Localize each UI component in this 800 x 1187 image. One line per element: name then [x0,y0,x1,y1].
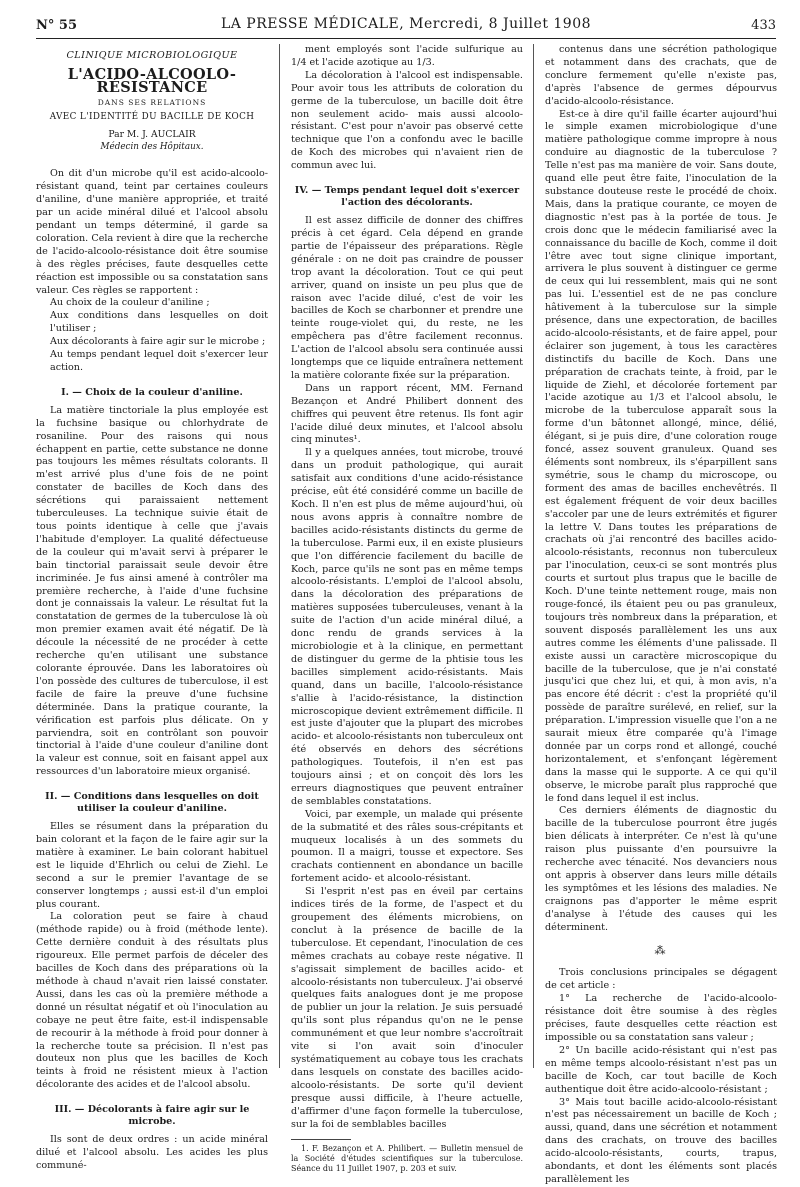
body-paragraph: Trois conclusions principales se dégagent de cet article : [545,967,777,992]
column-1 [36,44,268,1171]
page-number: 433 [751,18,776,33]
list-item: Au temps pendant lequel doit s'exercer leur action. [50,349,268,373]
column-3 [545,44,777,1185]
section-heading: III. — Décolorants à faire agir sur le microbe. [54,1104,250,1128]
footnote-rule [291,1139,351,1140]
body-paragraph: La coloration peut se faire à chaud (méthode rapide) ou à froid (méthode lente). Cette dernière conduit à des résultats plus rigoureux. Elle permet parfois de déceler des bacilles de Koch dans des préparations où la méthode à chaud n'avait rien laissé constater. Aussi, dans les cas où la première méthode a donné un résultat négatif et où l'inoculation au cobaye ne peut être faite, est-il indispensable de recourir à la méthode à froid pour donner à la recherche toute sa précision. Il n'est pas douteux non plus que les bacilles de Koch teints à froid ne résistent mieux à l'action décolorante des acides et de l'alcool absolu. [36,911,268,1091]
body-paragraph: Dans un rapport récent, MM. Fernand Bezançon et André Philibert donnent des chiffres qui peuvent être retenus. Ils font agir l'acide dilué deux minutes, et l'alcool absolu cinq minutes¹. [291,382,523,446]
asterism-divider: ⁂ [654,943,668,957]
body-paragraph: La matière tinctoriale la plus employée est la fuchsine basique ou chlorhydrate de rosaniline. Pour des raisons qui nous échappent en partie, cette substance ne donne pas toujours les mêmes résultats colorants. Il m'est arrivé plus d'une fois de ne point constater de bacilles de Koch dans des sécrétions qui paraissaient nettement tuberculeuses. La technique suivie était de tous points identique à celle que j'avais l'habitude d'employer. La qualité défectueuse de la couleur qui m'avait servi à préparer le bain tinctorial paraissait seule devoir être incriminée. Je fus ainsi amené à contrôler ma première recherche, à l'aide d'une fuchsine dont je connaissais la valeur. Le résultat fut la constatation de germes de la tuberculose là où mon premier examen avait été négatif. De là découle la nécessité de ne procéder à cette recherche qu'en utilisant une substance colorante éprouvée. Dans les laboratoires où l'on possède des cultures de tuberculose, il est facile de faire la preuve d'une fuchsine déterminée. Dans la pratique courante, la vérification est parfois plus délicate. On y parviendra, soit en contrôlant son pouvoir tinctorial à l'aide d'une couleur d'aniline dont la valeur est connue, soit en faisant appel aux ressources d'un laboratoire mieux organisé. [36,404,268,778]
column-2 [291,44,523,1174]
body-paragraph: Si l'esprit n'est pas en éveil par certains indices tirés de la forme, de l'aspect et du groupement des éléments microbiens, on conclut à la présence de bacille de la tuberculose. Et cependant, l'inoculation de ces mêmes crachats au cobaye reste négative. Il s'agissait simplement de bacilles acido- et alcoolo-résistants non tuberculeux. J'ai observé quelques faits analogues dont je me propose de publier un jour la relation. Je suis persuadé qu'ils sont plus répandus qu'on ne le pense communément et que leur nombre s'accroîtrait vite si l'on avait soin d'inoculer systématiquement au cobaye tous les crachats dans lesquels on constate des bacilles acido-alcoolo-résistants. De sorte qu'il devient presque aussi difficile, à l'heure actuelle, d'affirmer d'une façon formelle la tuberculose, sur la foi de semblables bacilles [291,886,523,1130]
conclusion-item: 3° Mais tout bacille acido-alcoolo-résistant n'est pas nécessairement un bacille de Koch ; aussi, quand, dans une sécrétion et notamment dans des crachats, on trouve des bacilles acido-alcoolo-résistants, courts, trapus, abondants, et dont les éléments sont placés parallèlement les [545,1096,777,1185]
section-rubric: CLINIQUE MICROBIOLOGIQUE [66,50,238,61]
list-item: Au choix de la couleur d'aniline ; [50,297,210,309]
intro-paragraph: On dit d'un microbe qu'il est acido-alcoolo-résistant quand, teint par certaines couleurs d'aniline, d'une manière appropriée, et traité par un acide minéral dilué et l'alcool absolu pendant un temps déterminé, il garde sa coloration. Cela revient à dire que la recherche de l'acido-alcoolo-résistance doit être soumise à des règles précises, faute desquelles cette réaction est impossible ou sa constatation sans valeur. Ces règles se rapportent : [36,168,268,296]
body-paragraph: Ils sont de deux ordres : un acide minéral dilué et l'alcool absolu. Les acides les plus communé- [36,1134,268,1171]
footnote: 1. F. Bezançon et A. Philibert. — Bulletin mensuel de la Société d'études scientifiques sur la tuberculose. Séance du 11 Juillet 1907, p. 203 et suiv. [291,1144,523,1174]
conclusion-item: 1° La recherche de l'acido-alcoolo-résistance doit être soumise à des règles précises, faute desquelles cette réaction est impossible ou sa constatation sans valeur ; [545,993,777,1043]
body-paragraph: La décoloration à l'alcool est indispensable. Pour avoir tous les attributs de coloration du germe de la tuberculose, un bacille doit être non seulement acido- mais aussi alcoolo-résistant. C'est pour n'avoir pas observé cette technique que l'on a confondu avec le bacille de Koch des microbes qui n'avaient rien de commun avec lui. [291,69,523,172]
journal-title: LA PRESSE MÉDICALE, Mercredi, 8 Juillet 1908 [220,16,592,32]
conclusion-item: 2° Un bacille acido-résistant qui n'est pas en même temps alcoolo-résistant n'est pas un bacille de Koch, car tout bacille de Koch authentique doit être acido-alcoolo-résistant ; [545,1044,777,1095]
body-paragraph: Est-ce à dire qu'il faille écarter aujourd'hui le simple examen microbiologique d'une matière pathologique comme impropre à nous conduire au diagnostic de la tuberculose ? Telle n'est pas ma manière de voir. Sans doute, quand elle peut être faite, l'inoculation de la substance douteuse reste le procédé de choix. Mais, dans la pratique courante, ce moyen de diagnostic n'est pas à la portée de tous. Je crois donc que le médecin familiarisé avec la connaissance du bacille de Koch, comme il doit l'être avec tout signe clinique important, arrivera le plus souvent à distinguer ce germe de ceux qui lui ressemblent, mais qui ne sont pas lui. L'essentiel est de ne pas conclure hâtivement à la tuberculose sur la simple présence, dans une expectoration, de bacilles acido-alcoolo-résistants, et de faire appel, pour éclairer son jugement, à tous les caractères distinctifs du bacille de Koch. Dans une préparation de crachats teinte, à froid, par le liquide de Ziehl, et décolorée fortement par l'acide azotique au 1/3 et l'alcool absolu, le microbe de la tuberculose apparaît sous la forme d'un bâtonnet allongé, mince, délié, élégant, si je puis dire, d'une coloration rouge foncé, assez souvent granuleux. Quand ses éléments sont nombreux, ils s'éparpillent sans symétrie, sous le champ du microscope, ou forment des amas de bacilles enchevêtrés. Il est également fréquent de voir deux bacilles s'accoler par une de leurs extrémités et figurer la lettre V. Dans toutes les préparations de crachats où j'ai rencontré des bacilles acido-alcoolo-résistants, reconnus non tuberculeux par l'inoculation, ceux-ci se sont montrés plus courts et surtout plus trapus que le bacille de Koch. D'une teinte nettement rouge, mais non rouge-foncé, ils étaient peu ou pas granuleux, toujours très nombreux dans la préparation, et souvent disposés parallèlement les uns aux autres comme les éléments d'une palissade. Il existe aussi un caractère microscopique du bacille de la tuberculose, que je n'ai constaté jusqu'ici que chez lui, et qui, à mon avis, n'a pas encore été décrit : c'est la propriété qu'il possède de paraître surélevé, en relief, sur la préparation. L'impression visuelle que l'on a ne saurait mieux être comparée qu'à l'image donnée par un corps rond et allongé, couché horizontalement, et s'enfonçant légèrement dans la masse qui le supporte. A ce qui qu'il observe, le microbe paraît plus rapproché que le fond dans lequel il est inclus. [545,108,777,804]
running-header [36,12,776,39]
section-heading: II. — Conditions dans lesquelles on doit utiliser la couleur d'aniline. [45,791,259,815]
section-heading: IV. — Temps pendant lequel doit s'exercer l'action des décolorants. [294,185,520,209]
body-paragraph: Voici, par exemple, un malade qui présente de la submatité et des râles sous-crépitants et muqueux localisés à un des sommets du poumon. Il a maigri, tousse et expectore. Ses crachats contiennent en abondance un bacille fortement acido- et alcoolo-résistant. [291,808,523,885]
body-paragraph: Il y a quelques années, tout microbe, trouvé dans un produit pathologique, qui aurait satisfait aux conditions d'une acido-résistance précise, eût été considéré comme un bacille de Koch. Il n'en est plus de même aujourd'hui, où nous avons appris à connaître nombre de bacilles acido-résistants distincts du germe de la tuberculose. Parmi eux, il en existe plusieurs que l'on différencie facilement du bacille de Koch, parce qu'ils ne sont pas en même temps alcoolo-résistants. L'emploi de l'alcool absolu, dans la décoloration des préparations de matières supposées tuberculeuses, venant à la suite de l'action d'un acide minéral dilué, a donc rendu de grands services à la microbiologie et à la clinique, en permettant de distinguer du germe de la phtisie tous les bacilles simplement acido-résistants. Mais quand, dans un bacille, l'alcoolo-résistance s'allie à l'acido-résistance, la distinction microscopique devient extrêmement difficile. Il est juste d'ajouter que la plupart des microbes acido- et alcoolo-résistants non tuberculeux ont été observés en dehors des sécrétions pathologiques. Toutefois, il n'en est pas toujours ainsi ; et on conçoit dès lors les erreurs diagnostiques que peuvent entraîner de semblables constatations. [291,447,523,807]
author-line: Par M. J. AUCLAIR [108,128,196,140]
body-paragraph: ment employés sont l'acide sulfurique au 1/4 et l'acide azotique au 1/3. [291,44,523,68]
column-divider [533,44,534,1068]
issue-number: N° 55 [36,18,77,33]
body-paragraph: Elles se résument dans la préparation du bain colorant et la façon de le faire agir sur la matière à examiner. Le bain colorant habituel est le liquide d'Ehrlich ou celui de Ziehl. Le second a sur le premier l'avantage de se conserver longtemps ; aussi est-il d'un emploi plus courant. [36,821,268,910]
body-paragraph: Il est assez difficile de donner des chiffres précis à cet égard. Cela dépend en grande partie de l'épaisseur des préparations. Règle générale : on ne doit pas craindre de pousser trop avant la décoloration. Tout ce qui peut arriver, quand on insiste un peu plus que de raison avec l'acide dilué, c'est de voir les bacilles de Koch se charbonner et prendre une teinte rouge-violet qui, du reste, ne les empêchera pas d'être facilement reconnus. L'action de l'alcool absolu sera continuée aussi longtemps que ce liquide entraînera nettement la matière colorante fixée sur la préparation. [291,215,523,381]
column-divider [279,44,280,1068]
author-affiliation: Médecin des Hôpitaux. [100,142,204,153]
body-paragraph: Ces derniers éléments de diagnostic du bacille de la tuberculose pourront être jugés bien délicats à interpréter. Ce n'est là qu'une raison plus puissante d'en poursuivre la recherche avec ténacité. Nos devanciers nous ont appris à observer dans leurs mille détails les symptômes et les lésions des maladies. Ne craignons pas d'apporter le même esprit d'analyse à l'étude des causes qui les déterminent. [545,805,777,933]
list-item: Aux décolorants à faire agir sur le microbe ; [50,336,266,348]
article-subtitle: AVEC L'IDENTITÉ DU BACILLE DE KOCH [49,111,255,122]
article-title: L'ACIDO-ALCOOLO-RÉSISTANCE [67,65,237,96]
body-paragraph: contenus dans une sécrétion pathologique et notamment dans des crachats, que de conclure fermement qu'elle n'existe pas, d'après l'absence de germes dépourvus d'acido-alcoolo-résistance. [545,44,777,107]
list-item: Aux conditions dans lesquelles on doit l'utiliser ; [50,310,268,335]
section-heading: I. — Choix de la couleur d'aniline. [61,386,243,398]
article-subtitle-small: DANS SES RELATIONS [97,97,207,107]
